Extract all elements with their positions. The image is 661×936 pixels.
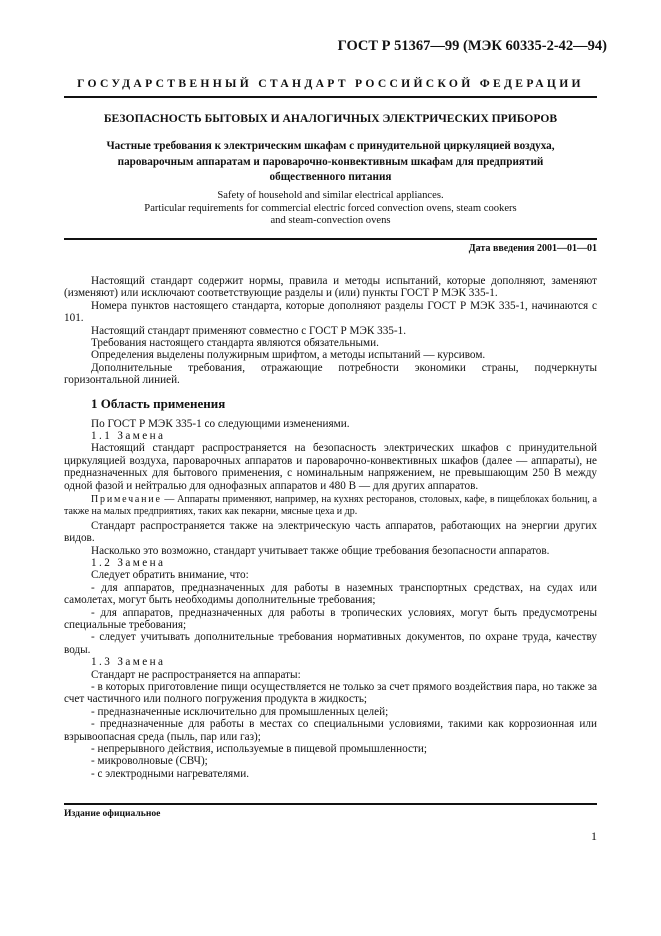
clause-paragraph: - с электродными нагревателями. bbox=[91, 767, 250, 780]
clause-paragraph: Насколько это возможно, стандарт учитывает также общие требования безопасности аппаратов. bbox=[91, 544, 550, 557]
footer-divider bbox=[64, 803, 597, 805]
clause-paragraph: - следует учитывать дополнительные требования нормативных документов, по охране труда, качеству воды. bbox=[64, 631, 597, 656]
document-subtitle: Частные требования к электрическим шкафам с принудительной циркуляцией воздуха, пароварочным аппаратам и пароварочно-конвективным шкафам для предприятий общественного питания bbox=[106, 140, 555, 183]
english-title-line: Particular requirements for commercial electric forced convection ovens, steam cookers bbox=[144, 202, 517, 214]
intro-paragraph: Настоящий стандарт содержит нормы, правила и методы испытаний, которые дополняют, заменяют (изменяют) или исключают соответствующие разделы и (или) пункты ГОСТ Р МЭК 335-1. bbox=[64, 275, 597, 300]
page-number: 1 bbox=[591, 829, 597, 843]
document-title: БЕЗОПАСНОСТЬ БЫТОВЫХ И АНАЛОГИЧНЫХ ЭЛЕКТРИЧЕСКИХ ПРИБОРОВ bbox=[103, 112, 558, 125]
note-label: Примечание bbox=[91, 494, 162, 506]
clause-paragraph: - непрерывного действия, используемые в пищевой промышленности; bbox=[91, 743, 427, 755]
clause-paragraph: - микроволновые (СВЧ); bbox=[91, 755, 208, 768]
section-lead: По ГОСТ Р МЭК 335-1 со следующими изменениями. bbox=[91, 417, 350, 430]
clause-label: 1.1 Замена bbox=[91, 430, 166, 443]
intro-paragraph: Настоящий стандарт применяют совместно с ГОСТ Р МЭК 335-1. bbox=[91, 324, 407, 337]
english-title-line: and steam-convection ovens bbox=[270, 215, 391, 226]
clause-paragraph: - предназначенные исключительно для промышленных целей; bbox=[91, 705, 389, 718]
section-heading: 1 Область применения bbox=[91, 395, 226, 411]
clause-label: 1.2 Замена bbox=[91, 556, 166, 569]
english-title bbox=[90, 190, 571, 228]
english-title-line: Safety of household and similar electrical appliances. bbox=[217, 190, 444, 201]
intro-paragraph: Номера пунктов настоящего стандарта, которые дополняют разделы ГОСТ Р МЭК 335-1, начинаются с 101. bbox=[64, 299, 597, 325]
document-body bbox=[64, 275, 597, 780]
intro-paragraph: Определения выделены полужирным шрифтом, а методы испытаний — курсивом. bbox=[91, 349, 486, 362]
edition-label: Издание официальное bbox=[64, 808, 161, 819]
clause-paragraph: - предназначенные для работы в местах со специальными условиями, такими как коррозионная или взрывоопасная среда (пыль, пар или газ); bbox=[64, 718, 597, 743]
clause-paragraph: Следует обратить внимание, что: bbox=[91, 569, 249, 582]
clause-paragraph: - в которых приготовление пищи осуществляется не только за счет прямого воздействия пара, но также за счет частичного или полного погружения продукта в жидкость; bbox=[64, 680, 597, 706]
clause-paragraph: Настоящий стандарт распространяется на безопасность электрических шкафов с принудительной циркуляцией воздуха, пароварочных аппаратов и пароварочно-конвективных шкафов (далее — аппараты), не предназначенных для бытового применения, с номинальным напряжением, не превышающим 250 В между одной фазой и нейтралью для однофазных аппаратов и 480 В — для других аппаратов. bbox=[64, 442, 597, 492]
intro-paragraph: Требования настоящего стандарта являются обязательными. bbox=[91, 337, 379, 350]
top-divider bbox=[64, 96, 597, 98]
clause-paragraph: Стандарт распространяется также на электрическую часть аппаратов, работающих на энергии других видов. bbox=[64, 519, 597, 545]
note-text: — Аппараты применяют, например, на кухнях ресторанов, столовых, кафе, в пищеблоках больниц, а также на малых предприятиях, таких как пекарни, мясные цеха и др. bbox=[64, 494, 597, 517]
title-divider bbox=[64, 238, 597, 240]
clause-paragraph: - для аппаратов, предназначенных для работы в наземных транспортных средствах, на судах или самолетах, могут быть необходимы дополнительные требования; bbox=[64, 581, 597, 607]
gost-code: ГОСТ Р 51367—99 (МЭК 60335-2-42—94) bbox=[337, 38, 607, 54]
state-standard-heading: ГОСУДАРСТВЕННЫЙ СТАНДАРТ РОССИЙСКОЙ ФЕДЕРАЦИИ bbox=[77, 77, 584, 90]
note-paragraph bbox=[64, 494, 597, 518]
clause-label: 1.3 Замена bbox=[91, 656, 166, 669]
introduction-date: Дата введения 2001—01—01 bbox=[468, 243, 597, 254]
intro-paragraph: Дополнительные требования, отражающие потребности экономики страны, подчеркнуты горизонтальной линией. bbox=[64, 361, 597, 387]
clause-paragraph: - для аппаратов, предназначенных для работы в тропических условиях, могут быть предусмотрены специальные требования; bbox=[64, 606, 597, 631]
clause-paragraph: Стандарт не распространяется на аппараты: bbox=[91, 668, 301, 681]
